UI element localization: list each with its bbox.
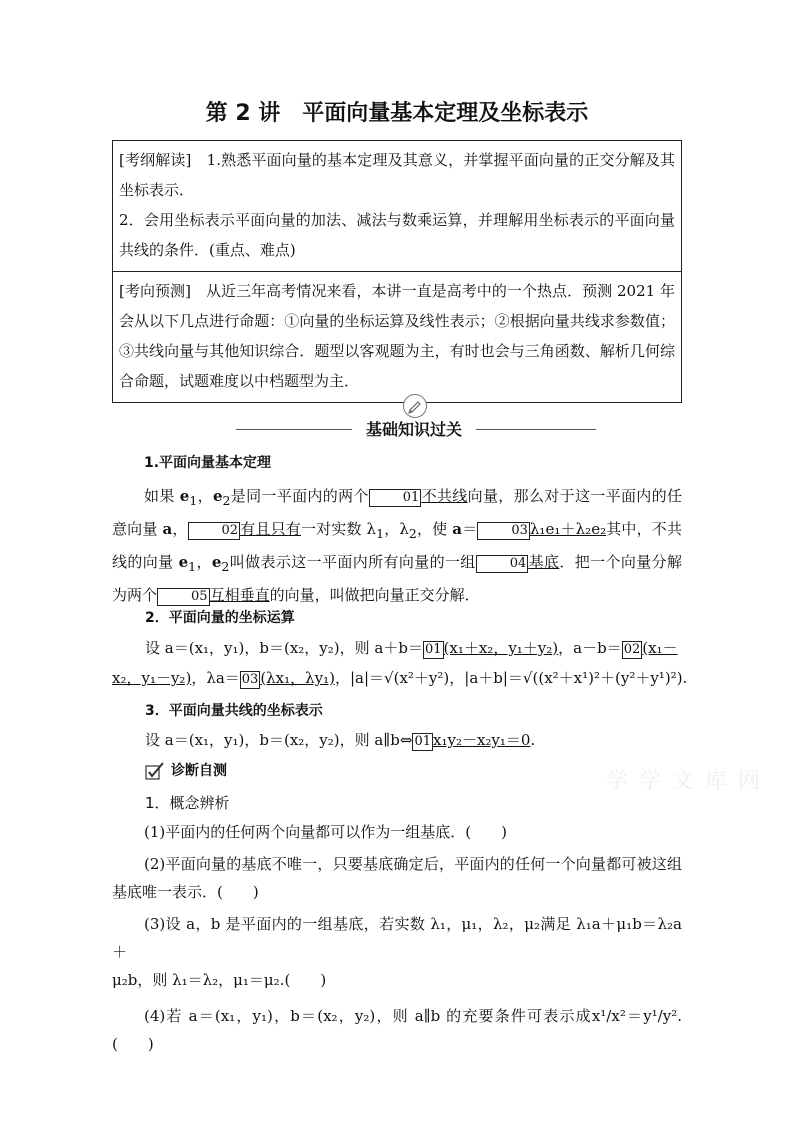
syllabus-cell-kaoxiang (113, 271, 681, 402)
question-list (112, 818, 682, 1058)
blank-number-01: 01 (369, 489, 422, 507)
coord-ops-line-1: 设 a＝(x₁，y₁)，b＝(x₂，y₂)，则 a＋b＝ 01 (x₁＋x₂，y₁＋y₂)，a－b＝ 02 (x₁－ (145, 639, 678, 657)
blank-number-05: 05 (157, 588, 210, 606)
syllabus-cell-kaogang (113, 141, 681, 271)
section-2-heading: 2．平面向量的坐标运算 (145, 610, 295, 626)
page-title: 第 2 讲 平面向量基本定理及坐标表示 (205, 101, 589, 126)
question-2: (2)平面向量的基底不唯一，只要基底确定后，平面内的任何一个向量都可被这组基底唯一表示．( ) (112, 855, 682, 901)
watermark-text: 学 学 文 库 网 (606, 769, 762, 794)
section-1-heading: 1.平面向量基本定理 (144, 455, 272, 471)
collinear-line: 设 a＝(x₁，y₁)，b＝(x₂，y₂)，则 a∥b⇔ 01 x₁y₂－x₂y₁＝0. (145, 731, 536, 749)
kaogang-text-2: 2．会用坐标表示平面向量的加法、减法与数乘运算，并理解用坐标表示的平面向量共线的条件．(重点、难点) (119, 211, 675, 259)
blank-number-01b: 01 (424, 642, 442, 657)
answer-02: 有且只有 (240, 520, 301, 538)
blank-number-02: 02 (188, 522, 241, 540)
answer-04: 基底 (528, 553, 560, 571)
answer-scalar: (λx₁，λy₁) (260, 669, 335, 687)
kaogang-text: [考纲解读] 1.熟悉平面向量的基本定理及其意义，并掌握平面向量的正交分解及其坐标表示． (119, 151, 675, 199)
checkmark-pencil-icon (145, 762, 165, 784)
answer-03: λ₁e₁＋λ₂e₂ (529, 520, 607, 538)
question-3: (3)设 a，b 是平面内的一组基底，若实数 λ₁，μ₁，λ₂，μ₂满足 λ₁a＋μ₁b＝λ₂a＋ (112, 915, 682, 961)
divider-line-left (236, 429, 352, 430)
diagnostic-label: 诊断自测 (171, 763, 227, 779)
theorem-paragraph: 如果 $e_1$，$e_2$是同一平面内的两个 01 不共线向量，那么对于这一平面内的任意向量 a， 02 有且只有一对实数 $\lambda_1$，$\lambda_2$，使 a＝ 03 λ₁e₁＋λ₂e₂其中，不共线的向量 $e_1$，$e_2$叫做表示这一平面内所有向量的一组 04 基底．把一个向量分解为两个 05 互相垂直的向量，叫做把向量正交分解． (112, 487, 682, 604)
answer-01: 不共线 (421, 487, 468, 505)
answer-sum: (x₁＋x₂，y₁＋y₂) (443, 639, 559, 657)
question-1: (1)平面内的任何两个向量都可以作为一组基底．( ) (144, 823, 507, 841)
section-1 (112, 452, 682, 609)
section-3-heading: 3．平面向量共线的坐标表示 (145, 703, 323, 719)
question-4: (4)若 a＝(x₁，y₁)，b＝(x₂，y₂)，则 a∥b 的充要条件可表示成x¹/x²＝y¹/y².( ) (112, 1007, 682, 1053)
answer-collinear: x₁y₂－x₂y₁＝0 (433, 731, 531, 749)
blank-number-01c: 01 (414, 734, 431, 749)
answer-05: 互相垂直 (209, 586, 270, 604)
answer-diff-part2: x₂，y₁－y₂) (112, 669, 192, 687)
blank-number-04: 04 (476, 555, 529, 573)
kaoxiang-text: [考向预测] 从近三年高考情况来看，本讲一直是高考中的一个热点．预测 2021 年会从以下几点进行命题：①向量的坐标运算及线性表示；②根据向量共线求参数值；③共线向量与其他知识综合．题型以客观题为主，有时也会与三角函数、解析几何综合命题，试题难度以中档题型为主． (119, 282, 675, 390)
syllabus-box (112, 140, 682, 403)
pencil-badge-icon (403, 394, 427, 418)
section-title: 基础知识过关 (365, 420, 462, 439)
divider-line-right (476, 429, 596, 430)
answer-diff-part1: (x₁－ (642, 639, 678, 657)
question-3-cont: μ₂b，则 λ₁＝λ₂，μ₁＝μ₂.( ) (112, 971, 327, 989)
blank-number-03: 03 (477, 522, 530, 540)
coord-ops-line-2: x₂，y₁－y₂)，λa＝ 03 (λx₁，λy₁)，|a|＝√(x²＋y²)，|a＋b|＝√((x²＋x¹)²＋(y²＋y¹)²). (112, 669, 688, 687)
section-divider (236, 410, 596, 446)
blank-number-02b: 02 (623, 642, 641, 657)
questions-heading: 1．概念辨析 (145, 794, 230, 812)
blank-number-03b: 03 (241, 672, 259, 687)
